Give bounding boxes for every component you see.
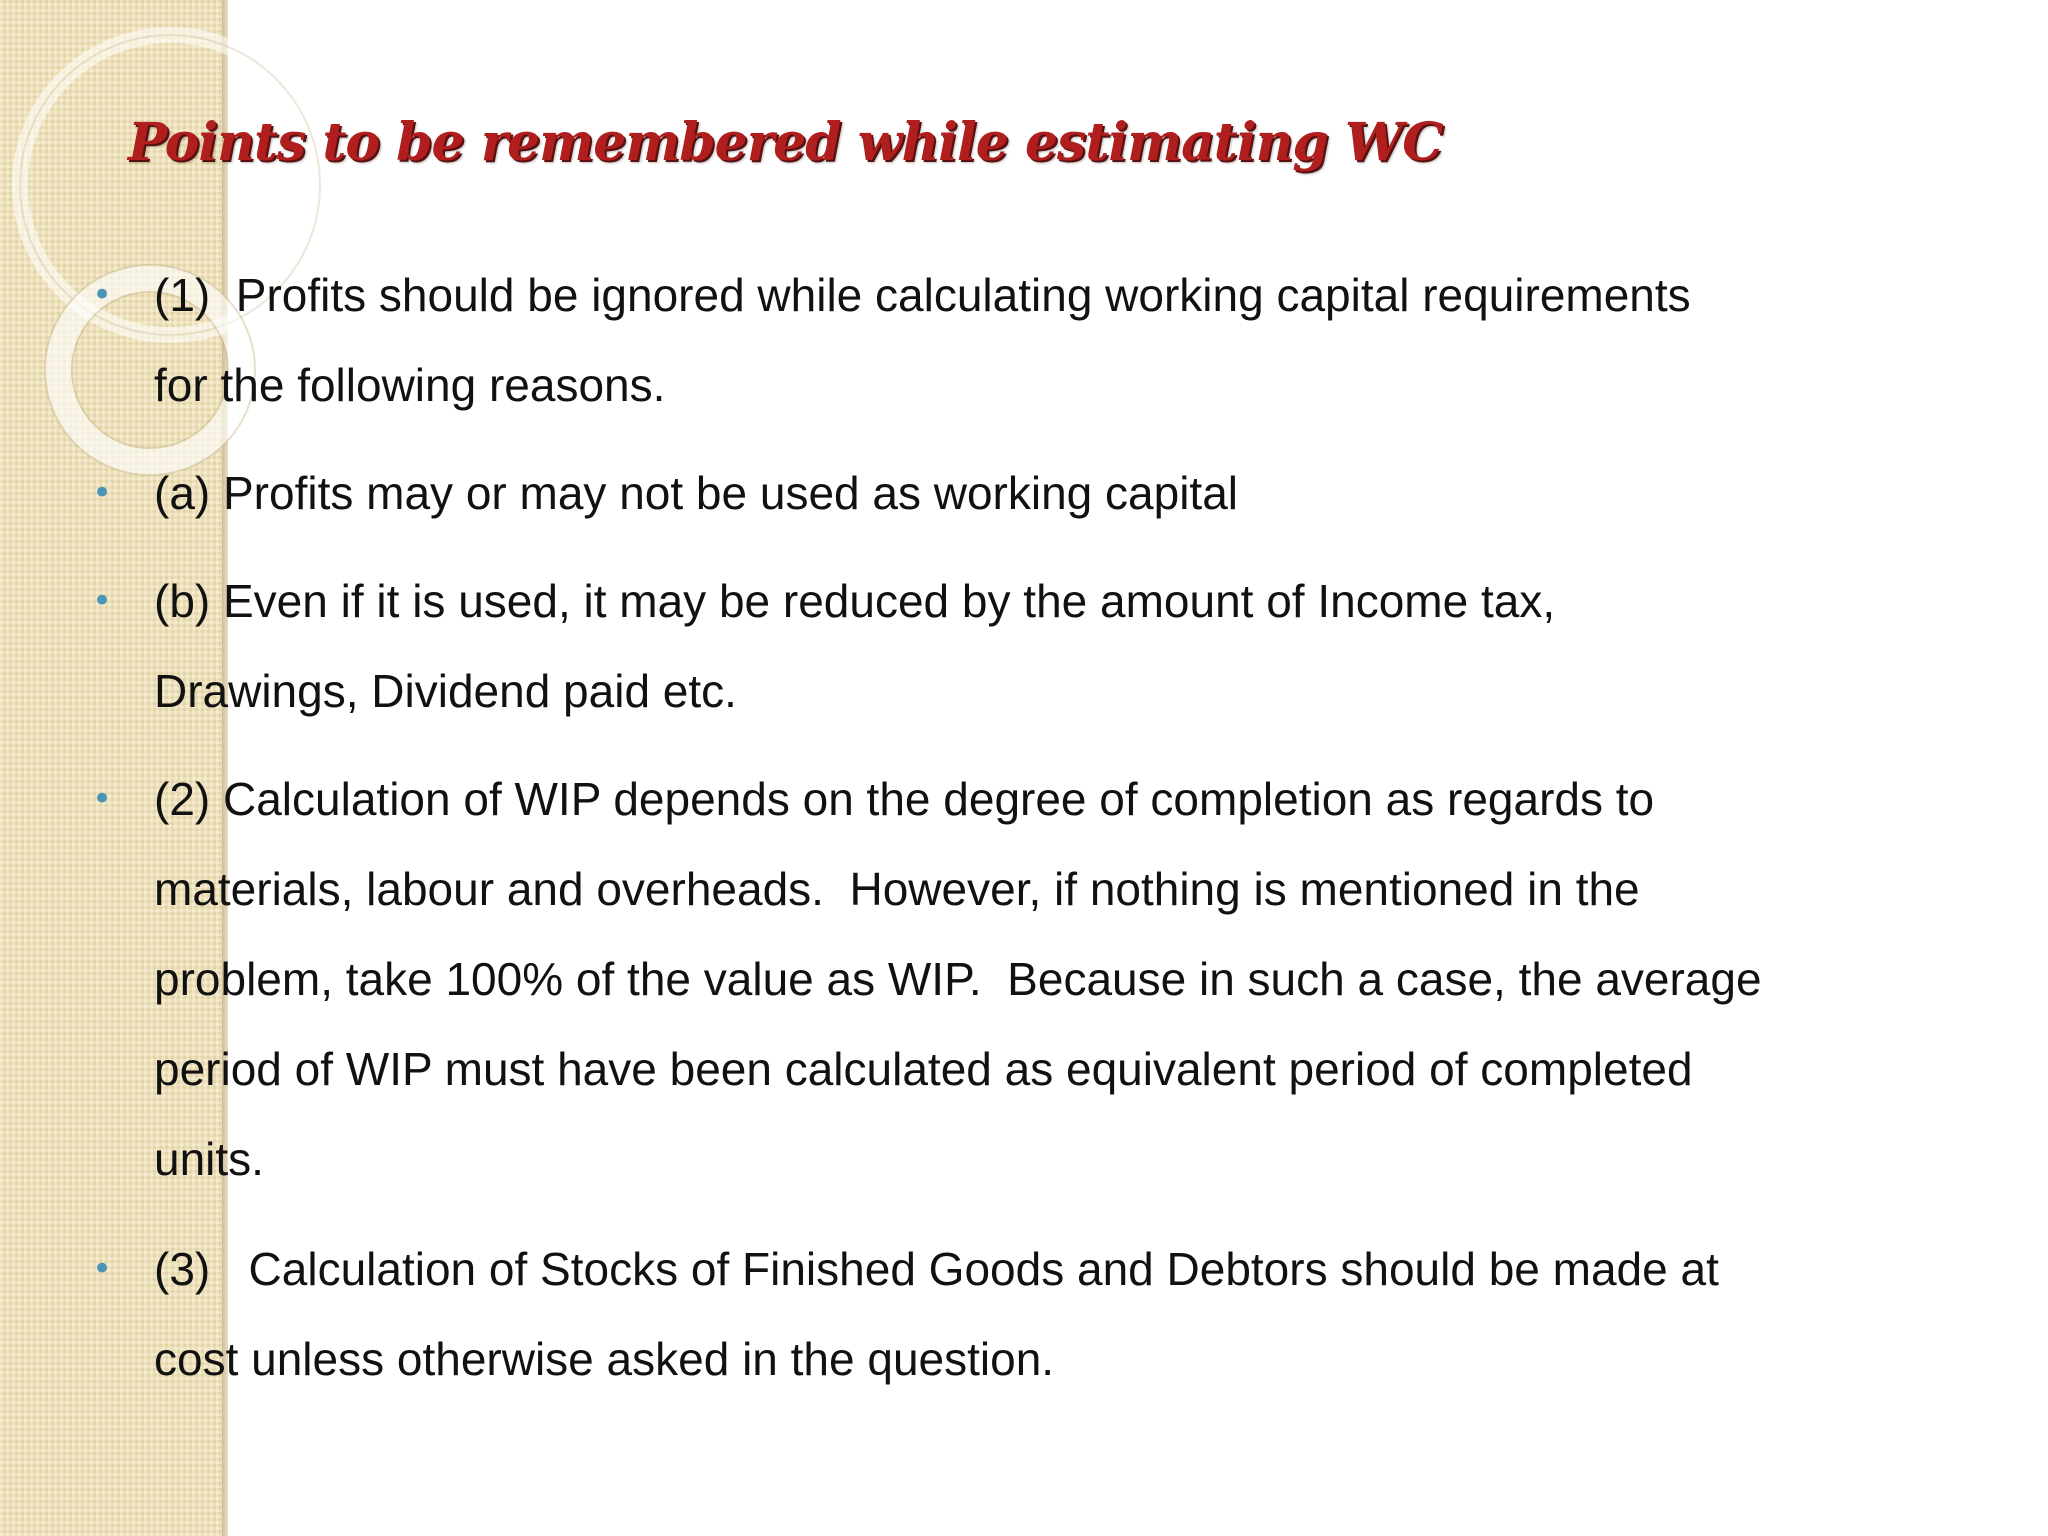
- bullet-line: for the following reasons.: [154, 359, 666, 411]
- bullet-item-4: [92, 754, 1874, 1204]
- bullet-item-3: [92, 556, 1874, 736]
- bullet-line: (2) Calculation of WIP depends on the degree of completion as regards to: [154, 773, 1655, 825]
- bullet-dot-icon: •: [92, 473, 113, 513]
- bullet-line: problem, take 100% of the value as WIP. Because in such a case, the average: [154, 953, 1762, 1005]
- bullet-line: Drawings, Dividend paid etc.: [154, 665, 737, 717]
- bullet-line: (3) Calculation of Stocks of Finished Goods and Debtors should be made at: [154, 1243, 1719, 1295]
- bullet-line: cost unless otherwise asked in the question.: [154, 1333, 1055, 1385]
- bullet-dot-icon: •: [92, 779, 113, 819]
- bullet-line: period of WIP must have been calculated as equivalent period of completed: [154, 1043, 1693, 1095]
- bullet-dot-icon: •: [92, 1249, 113, 1289]
- bullet-line: units.: [154, 1133, 264, 1185]
- bullet-line: (a) Profits may or may not be used as working capital: [154, 467, 1239, 519]
- bullet-dot-icon: •: [92, 275, 113, 315]
- bullet-dot-icon: •: [92, 581, 113, 621]
- bullet-line: (1) Profits should be ignored while calculating working capital requirements: [154, 269, 1691, 321]
- bullet-item-1: [92, 250, 1874, 430]
- bullet-item-5: [92, 1224, 1874, 1404]
- bullet-item-2: [92, 448, 1874, 538]
- bullet-line: (b) Even if it is used, it may be reduced by the amount of Income tax,: [154, 575, 1556, 627]
- slide-title: Points to be remembered while estimating WC: [128, 112, 1443, 173]
- bullet-line: materials, labour and overheads. However, if nothing is mentioned in the: [154, 863, 1640, 915]
